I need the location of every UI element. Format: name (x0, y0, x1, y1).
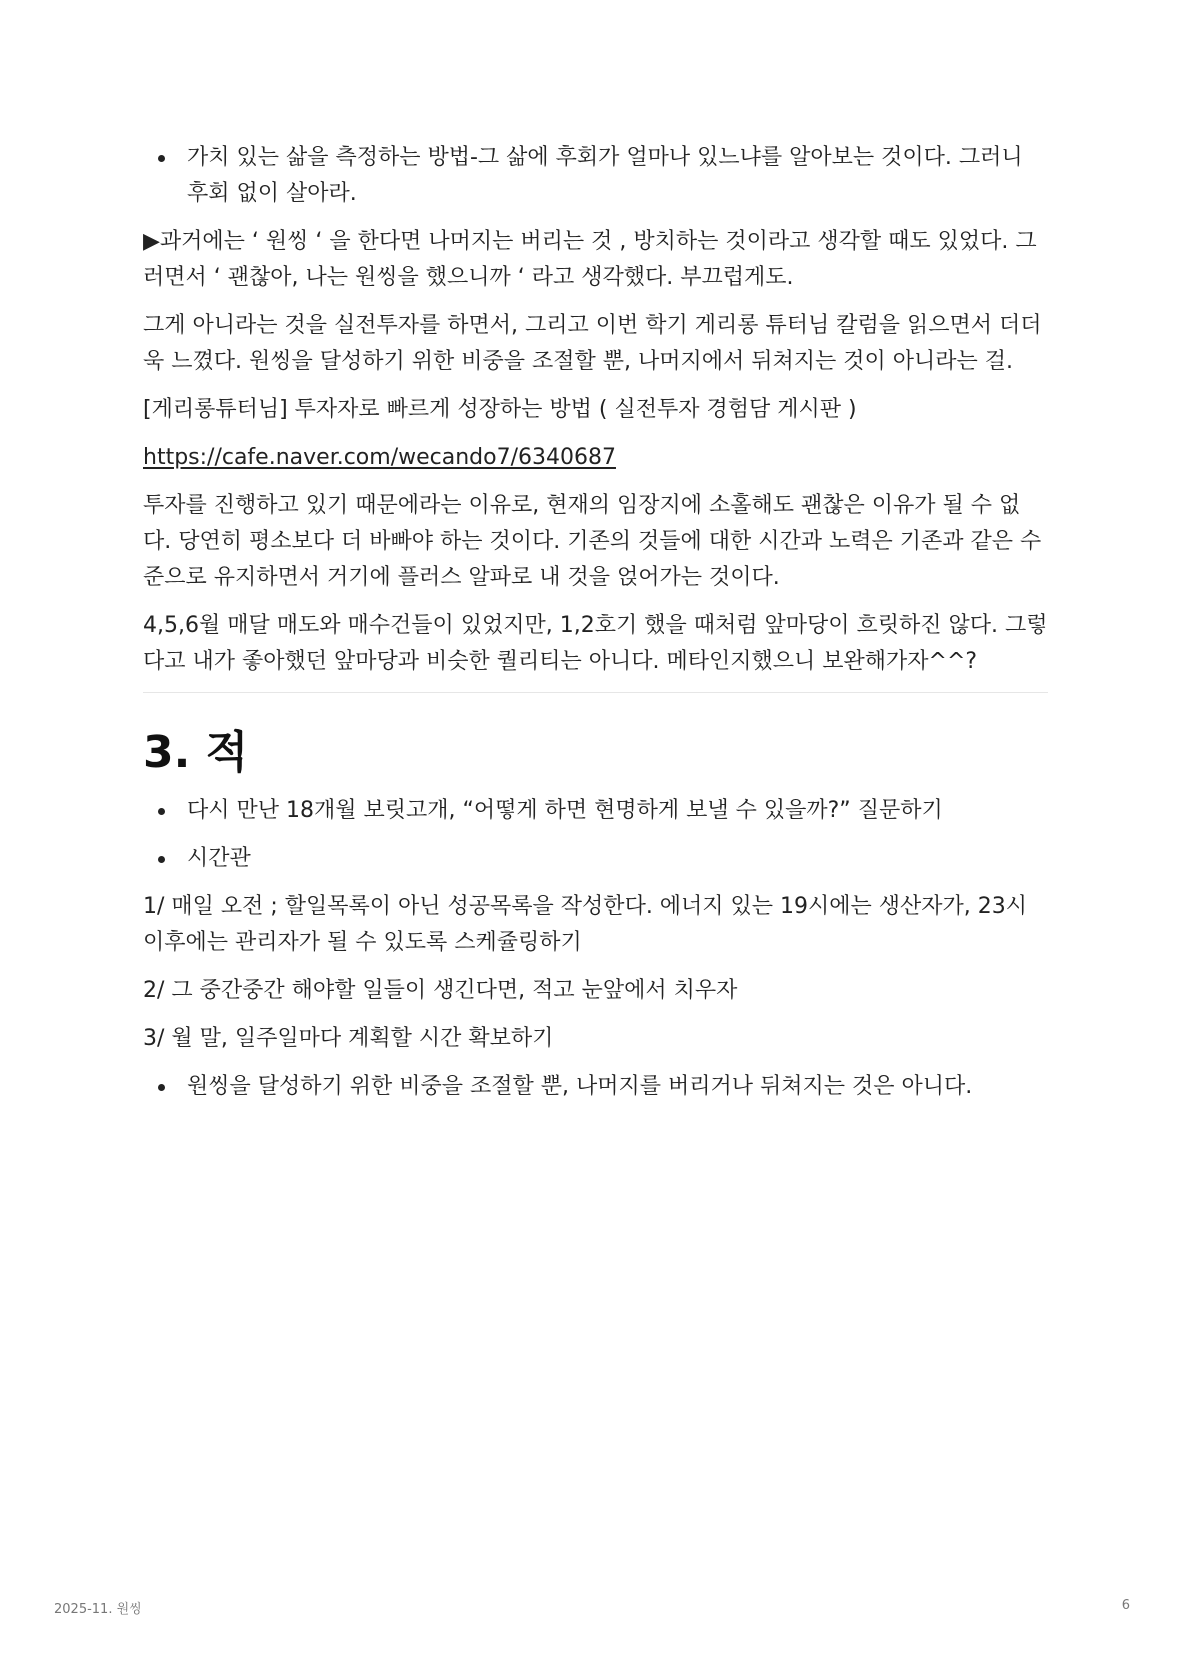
document-body (143, 140, 1048, 1117)
list-item: 다시 만난 18개월 보릿고개, “어떻게 하면 현명하게 보낼 수 있을까?” 질문하기 (143, 793, 1048, 829)
footer-title: 2025-11. 원씽 (54, 1602, 142, 1617)
list-item: 가치 있는 삶을 측정하는 방법-그 삶에 후회가 얼마나 있느냐를 알아보는 것이다. 그러니 후회 없이 살아라. (143, 140, 1048, 212)
paragraph: [게리롱튜터님] 투자자로 빠르게 성장하는 방법 ( 실전투자 경험담 게시판 ) (143, 397, 857, 422)
paragraph: 그게 아니라는 것을 실전투자를 하면서, 그리고 이번 학기 게리롱 튜터님 칼럼을 읽으면서 더더욱 느꼈다. 원씽을 달성하기 위한 비중을 조절할 뿐, 나머지에서 뒤쳐지는 것이 아니라는 걸. (143, 313, 1042, 374)
bullet-list (143, 1069, 1048, 1105)
numbered-item: 3/ 월 말, 일주일마다 계획할 시간 확보하기 (143, 1026, 554, 1051)
list-item: 시간관 (143, 841, 1048, 877)
page-number: 6 (1121, 1598, 1130, 1613)
numbered-item: 2/ 그 중간중간 해야할 일들이 생긴다면, 적고 눈앞에서 치우자 (143, 978, 738, 1003)
paragraph: 4,5,6월 매달 매도와 매수건들이 있었지만, 1,2호기 했을 때처럼 앞마당이 흐릿하진 않다. 그렇다고 내가 좋아했던 앞마당과 비슷한 퀄리티는 아니다. 메타인지했으니 보완해가자^^? (143, 613, 1048, 674)
bullet-list (143, 793, 1048, 877)
list-item: 원씽을 달성하기 위한 비중을 조절할 뿐, 나머지를 버리거나 뒤쳐지는 것은 아니다. (143, 1069, 1048, 1105)
cafe-link[interactable]: https://cafe.naver.com/wecando7/6340687 (143, 445, 616, 470)
bullet-list (143, 140, 1048, 212)
paragraph: ▶과거에는 ‘ 원씽 ‘ 을 한다면 나머지는 버리는 것 , 방치하는 것이라고 생각할 때도 있었다. 그러면서 ‘ 괜찮아, 나는 원씽을 했으니까 ‘ 라고 생각했다. 부끄럽게도. (143, 229, 1037, 290)
paragraph: 투자를 진행하고 있기 때문에라는 이유로, 현재의 임장지에 소홀해도 괜찮은 이유가 될 수 없다. 당연히 평소보다 더 바빠야 하는 것이다. 기존의 것들에 대한 시간과 노력은 기존과 같은 수준으로 유지하면서 거기에 플러스 알파로 내 것을 얹어가는 것이다. (143, 493, 1042, 590)
section-title: 3. 적 (143, 727, 249, 778)
numbered-item: 1/ 매일 오전 ; 할일목록이 아닌 성공목록을 작성한다. 에너지 있는 19시에는 생산자가, 23시 이후에는 관리자가 될 수 있도록 스케쥴링하기 (143, 894, 1028, 955)
link-paragraph (143, 440, 1048, 476)
divider (143, 692, 1048, 693)
